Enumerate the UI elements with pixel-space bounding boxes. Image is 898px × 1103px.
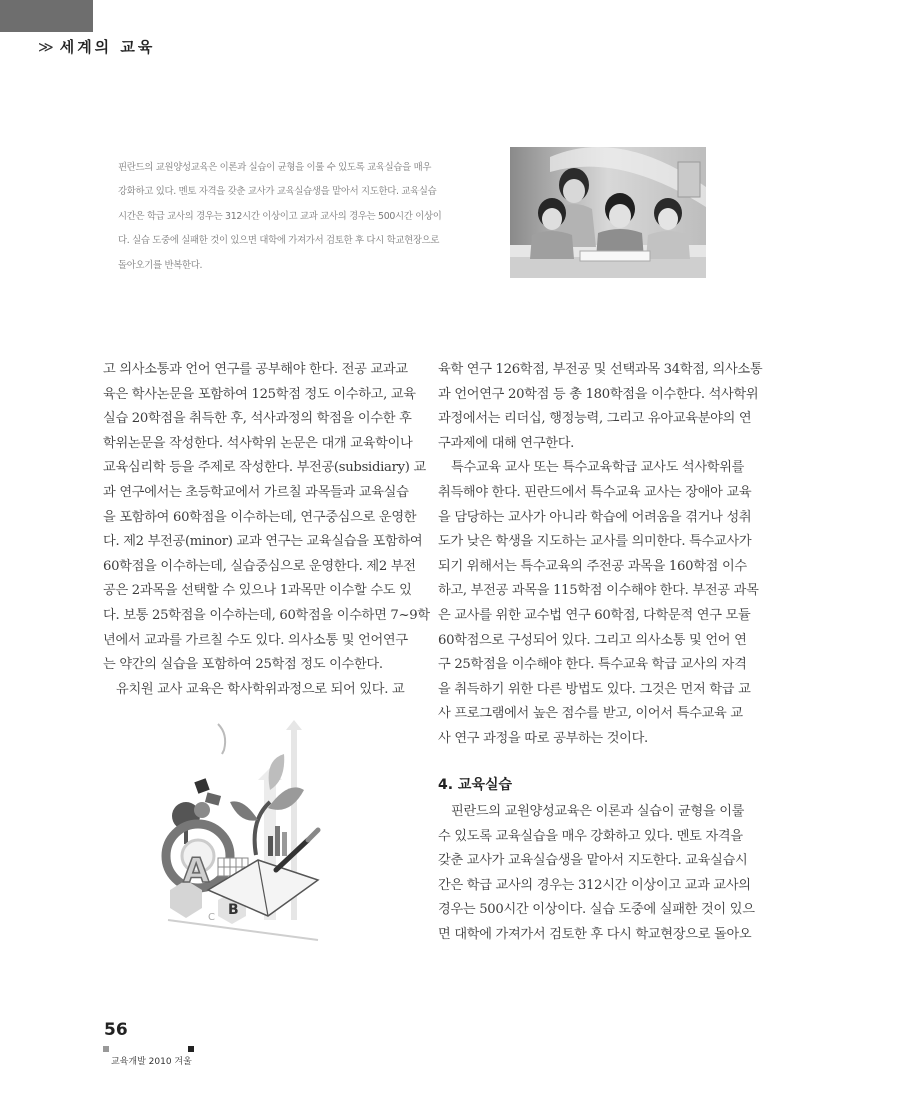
- body-line: 은 교사를 위한 교수법 연구 60학점, 다학문적 연구 모듈: [438, 607, 751, 623]
- summary-box: [118, 156, 460, 278]
- body-line: 취득해야 한다. 핀란드에서 특수교육 교사는 장애아 교육: [438, 484, 752, 500]
- body-line: 는 약간의 실습을 포함하여 25학점 정도 이수한다.: [103, 657, 383, 673]
- body-line: 과정에서는 리더십, 행정능력, 그리고 유아교육분야의 연: [438, 411, 752, 427]
- summary-line: 돌아오기를 반복한다.: [118, 259, 203, 271]
- body-line: 교육심리학 등을 주제로 작성한다. 부전공(subsidiary) 교: [103, 460, 426, 476]
- body-line: 학위논문을 작성한다. 석사학위 논문은 대개 교육학이나: [103, 435, 413, 451]
- body-line: 갖춘 교사가 교육실습생을 맡아서 지도한다. 교육실습시: [438, 853, 748, 869]
- body-line: 사 연구 과정을 따로 공부하는 것이다.: [438, 730, 648, 746]
- body-line: 다. 보통 25학점을 이수하는데, 60학점을 이수하면 7~9학: [103, 607, 430, 623]
- double-chevron-icon: ≫: [38, 38, 54, 56]
- body-line: 육학 연구 126학점, 부전공 및 선택과목 34학점, 의사소통: [438, 362, 763, 377]
- illustration-letter-b: B: [228, 902, 239, 918]
- body-line: 육은 학사논문을 포함하여 125학점 정도 이수하고, 교육: [103, 386, 416, 402]
- body-line: 공은 2과목을 선택할 수 있으나 1과목만 이수할 수도 있: [103, 583, 412, 599]
- children-photo: [510, 147, 706, 278]
- education-illustration: [158, 720, 323, 942]
- body-line: 도가 낮은 학생을 지도하는 교사를 의미한다. 특수교사가: [438, 534, 752, 550]
- body-line: 과 연구에서는 초등학교에서 가르칠 과목들과 교육실습: [103, 484, 409, 500]
- body-line: 사 프로그램에서 높은 점수를 받고, 이어서 특수교육 교: [438, 706, 743, 722]
- summary-line: 강화하고 있다. 멘토 자격을 갖춘 교사가 교육실습생을 맡아서 지도한다. 교육실습: [118, 186, 437, 198]
- section-header: [38, 36, 155, 57]
- body-line: 구과제에 대해 연구한다.: [438, 435, 575, 451]
- footer-square-gray: [103, 1046, 109, 1052]
- body-line: 되기 위해서는 특수교육의 주전공 과목을 160학점 이수: [438, 558, 747, 574]
- illustration-letter-a: A: [183, 851, 210, 891]
- section4-body: [438, 800, 755, 948]
- body-line: 핀란드의 교원양성교육은 이론과 실습이 균형을 이룰: [451, 804, 745, 819]
- corner-tab: [0, 0, 93, 32]
- body-line: 고 의사소통과 언어 연구를 공부해야 한다. 전공 교과교: [103, 362, 408, 377]
- body-line: 유치원 교사 교육은 학사학위과정으로 되어 있다. 교: [116, 681, 405, 697]
- left-column: [103, 358, 430, 702]
- body-line: 경우는 500시간 이상이다. 실습 도중에 실패한 것이 있으: [438, 902, 755, 918]
- body-line: 수 있도록 교육실습을 매우 강화하고 있다. 멘토 자격을: [438, 828, 743, 844]
- right-column: [438, 358, 763, 752]
- body-line: 을 담당하는 교사가 아니라 학습에 어려움을 겪거나 성취: [438, 509, 752, 525]
- illustration-letter-c: C: [208, 912, 215, 923]
- summary-line: 다. 실습 도중에 실패한 것이 있으면 대학에 가져가서 검토한 후 다시 학교현장으로: [118, 235, 440, 247]
- summary-line: 핀란드의 교원양성교육은 이론과 실습이 균형을 이룰 수 있도록 교육실습을 매우: [118, 162, 432, 173]
- page-number: 56: [104, 1020, 128, 1040]
- summary-line: 시간은 학급 교사의 경우는 312시간 이상이고 교과 교사의 경우는 500시간 이상이: [118, 210, 442, 222]
- body-line: 을 취득하기 위한 다른 방법도 있다. 그것은 먼저 학급 교: [438, 681, 751, 697]
- body-line: 다. 제2 부전공(minor) 교과 연구는 교육실습을 포함하여: [103, 534, 423, 550]
- footer-square-dark: [188, 1046, 194, 1052]
- body-line: 하고, 부전공 과목을 115학점 이수해야 한다. 부전공 과목: [438, 583, 759, 599]
- body-line: 간은 학급 교사의 경우는 312시간 이상이고 교과 교사의: [438, 877, 751, 893]
- body-line: 특수교육 교사 또는 특수교육학급 교사도 석사학위를: [451, 460, 745, 476]
- body-line: 과 언어연구 20학점 등 총 180학점을 이수한다. 석사학위: [438, 386, 759, 402]
- body-line: 년에서 교과를 가르칠 수도 있다. 의사소통 및 언어연구: [103, 632, 408, 648]
- body-line: 구 25학점을 이수해야 한다. 특수교육 학급 교사의 자격: [438, 657, 747, 673]
- body-line: 60학점을 이수하는데, 실습중심으로 운영한다. 제2 부전: [103, 558, 416, 574]
- section-heading: 4. 교육실습: [438, 777, 513, 793]
- footer-publication: 교육개발 2010 겨울: [111, 1057, 192, 1067]
- body-line: 을 포함하여 60학점을 이수하는데, 연구중심으로 운영한: [103, 509, 417, 525]
- body-line: 60학점으로 구성되어 있다. 그리고 의사소통 및 언어 연: [438, 632, 747, 648]
- section-title: 세계의 교육: [59, 38, 156, 56]
- body-line: 면 대학에 가져가서 검토한 후 다시 학교현장으로 돌아오: [438, 926, 752, 942]
- body-line: 실습 20학점을 취득한 후, 석사과정의 학점을 이수한 후: [103, 411, 412, 427]
